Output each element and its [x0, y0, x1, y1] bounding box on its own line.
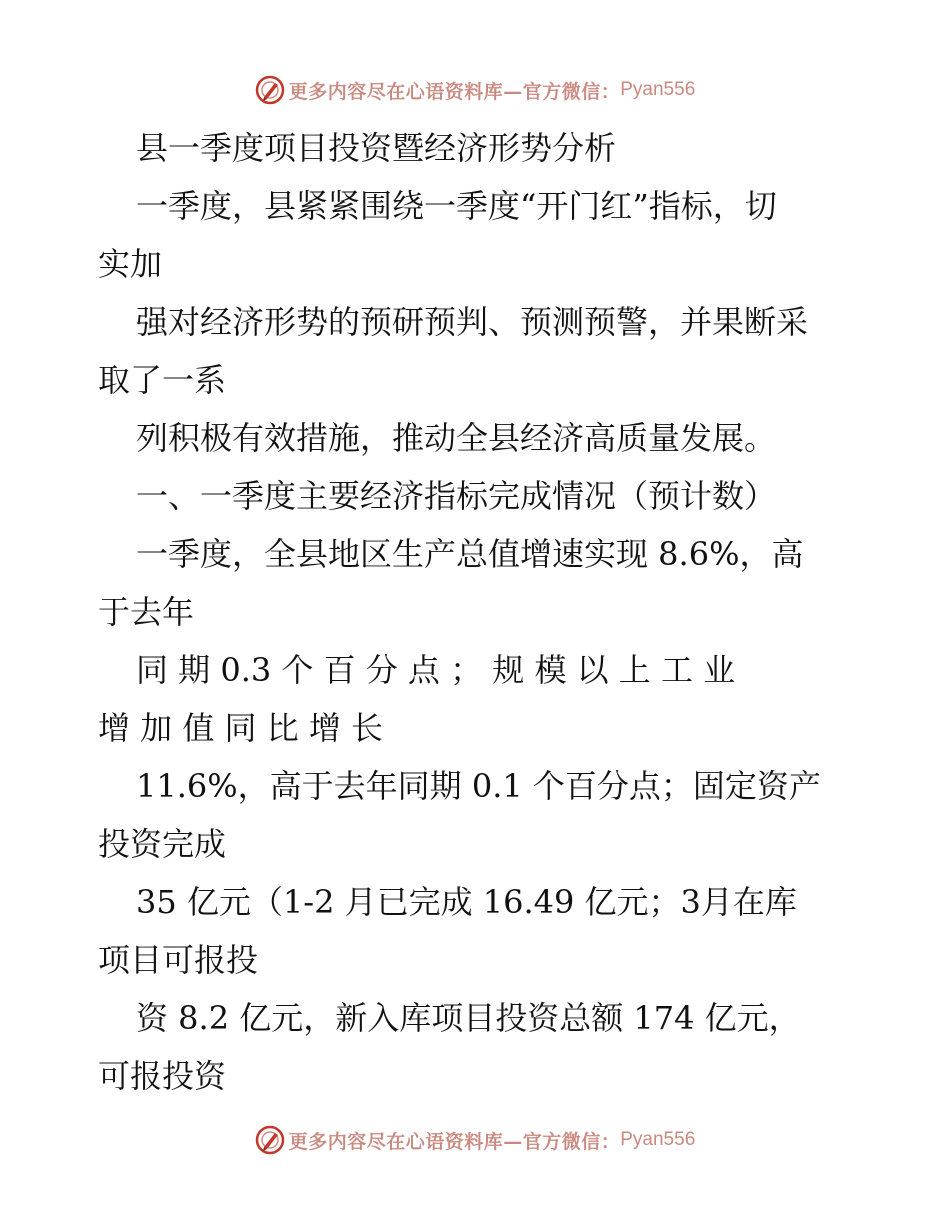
watermark-text: 更多内容尽在心语资料库—官方微信： — [288, 1130, 621, 1153]
paragraph-line: 同 期 0.3 个 百 分 点 ； 规 模 以 上 工 业 — [136, 651, 736, 689]
paragraph-line: 实加 — [98, 245, 163, 283]
watermark-text: 更多内容尽在心语资料库—官方微信： — [288, 80, 621, 103]
red-pen-circle-icon — [255, 75, 285, 105]
paragraph-line: 于去年 — [98, 593, 195, 631]
watermark-wechat-id: Pyan556 — [620, 1129, 696, 1150]
paragraph-line: 取了一系 — [98, 361, 227, 399]
paragraph-line: 11.6%，高于去年同期 0.1 个百分点；固定资产 — [136, 767, 821, 805]
watermark-wechat-id: Pyan556 — [620, 79, 696, 100]
paragraph-line: 投资完成 — [98, 825, 227, 863]
header-watermark — [0, 72, 950, 108]
footer-watermark — [0, 1122, 950, 1158]
paragraph-line: 项目可报投 — [98, 941, 259, 979]
document-title: 县一季度项目投资暨经济形势分析 — [136, 129, 617, 167]
section-heading: 一、一季度主要经济指标完成情况（预计数） — [136, 477, 777, 515]
paragraph-line: 强对经济形势的预研预判、预测预警，并果断采 — [136, 303, 809, 341]
paragraph-line: 资 8.2 亿元，新入库项目投资总额 174 亿元， — [136, 999, 801, 1037]
red-pen-circle-icon — [255, 1125, 285, 1155]
paragraph-line: 可报投资 — [98, 1057, 227, 1095]
paragraph-line: 增 加 值 同 比 增 长 — [98, 709, 384, 747]
paragraph-line: 一季度，县紧紧围绕一季度“开门红”指标，切 — [136, 187, 777, 225]
paragraph-line: 35 亿元（1-2 月已完成 16.49 亿元；3月在库 — [136, 883, 797, 921]
paragraph-line: 一季度，全县地区生产总值增速实现 8.6%，高 — [136, 535, 804, 573]
paragraph-line: 列积极有效措施，推动全县经济高质量发展。 — [136, 419, 777, 457]
